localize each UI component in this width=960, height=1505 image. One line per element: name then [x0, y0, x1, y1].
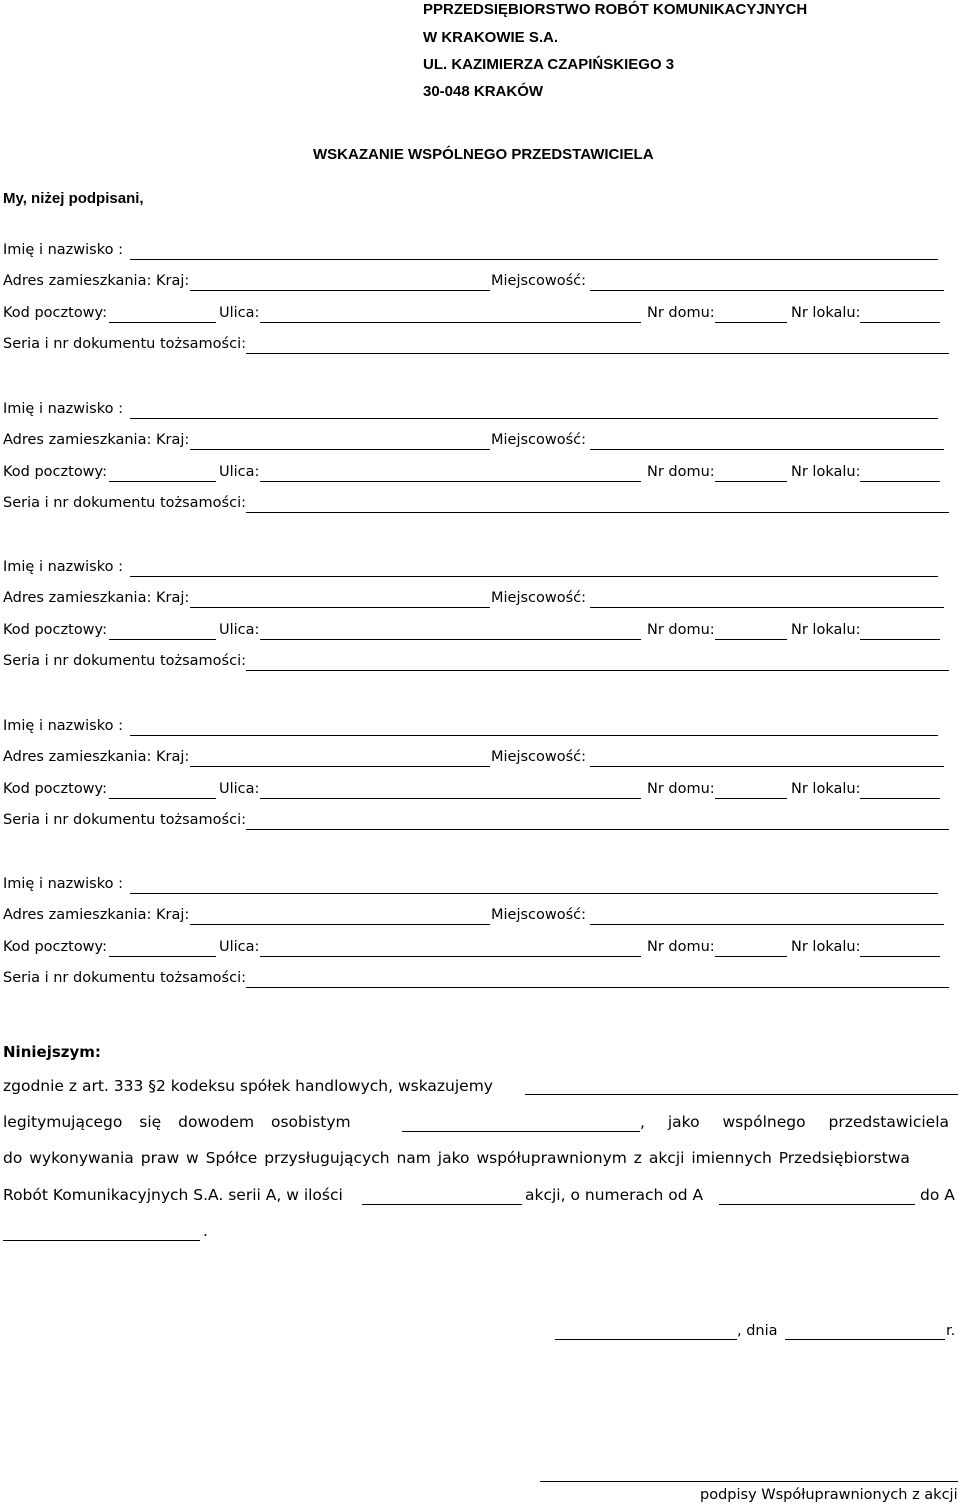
- share-number-from-field[interactable]: [719, 1204, 915, 1205]
- flat-number-field[interactable]: [860, 481, 940, 482]
- house-number-field[interactable]: [715, 481, 787, 482]
- id-card-number-field[interactable]: [402, 1131, 640, 1132]
- date-field[interactable]: [785, 1339, 945, 1340]
- intro-text: My, niżej podpisani,: [3, 190, 144, 207]
- postal-code-field[interactable]: [109, 639, 216, 640]
- street-field[interactable]: [260, 639, 641, 640]
- declaration-line1: zgodnie z art. 333 §2 kodeksu spółek handlowych, wskazujemy: [3, 1077, 493, 1095]
- country-label: Kraj:: [156, 432, 190, 448]
- company-name-line2: W KRAKOWIE S.A.: [423, 29, 558, 46]
- flat-number-field[interactable]: [860, 639, 940, 640]
- house-number-field[interactable]: [715, 322, 787, 323]
- declaration-line4b: akcji, o numerach od A: [525, 1186, 704, 1204]
- id-document-label: Seria i nr dokumentu tożsamości:: [3, 812, 246, 828]
- postal-code-label: Kod pocztowy:: [3, 622, 107, 638]
- declaration-line2a: legitymującego się dowodem osobistym: [3, 1113, 351, 1131]
- house-number-label: Nr domu:: [647, 622, 715, 638]
- company-city: 30-048 KRAKÓW: [423, 83, 544, 100]
- country-label: Kraj:: [156, 749, 190, 765]
- declaration-heading: Niniejszym:: [3, 1043, 101, 1061]
- declaration-line3: do wykonywania praw w Spółce przysługujących nam jako współuprawnionym z akcji imiennych Przedsiębiorstwa: [3, 1149, 910, 1167]
- street-field[interactable]: [260, 956, 641, 957]
- country-label: Kraj:: [156, 273, 190, 289]
- signatures-label: podpisy Współuprawnionych z akcji: [700, 1487, 958, 1503]
- city-label: Miejscowość:: [491, 590, 587, 606]
- flat-number-field[interactable]: [860, 322, 940, 323]
- id-document-field[interactable]: [246, 670, 949, 671]
- id-document-field[interactable]: [246, 829, 949, 830]
- country-field[interactable]: [190, 290, 490, 291]
- street-label: Ulica:: [219, 939, 260, 955]
- date-r-label: r.: [946, 1323, 956, 1339]
- city-field[interactable]: [590, 607, 944, 608]
- name-field[interactable]: [130, 418, 938, 419]
- name-field[interactable]: [130, 259, 938, 260]
- country-label: Kraj:: [156, 907, 190, 923]
- flat-number-label: Nr lokalu:: [791, 622, 861, 638]
- street-field[interactable]: [260, 798, 641, 799]
- id-document-field[interactable]: [246, 987, 949, 988]
- document-title: WSKAZANIE WSPÓLNEGO PRZEDSTAWICIELA: [313, 146, 654, 163]
- name-field[interactable]: [130, 893, 938, 894]
- street-label: Ulica:: [219, 464, 260, 480]
- date-dnia-label: , dnia: [737, 1323, 778, 1339]
- country-field[interactable]: [190, 924, 490, 925]
- house-number-label: Nr domu:: [647, 464, 715, 480]
- address-label: Adres zamieszkania:: [3, 590, 152, 606]
- signatures-field[interactable]: [540, 1481, 958, 1482]
- city-label: Miejscowość:: [491, 273, 587, 289]
- postal-code-field[interactable]: [109, 798, 216, 799]
- flat-number-label: Nr lokalu:: [791, 464, 861, 480]
- street-label: Ulica:: [219, 781, 260, 797]
- house-number-field[interactable]: [715, 956, 787, 957]
- name-label: Imię i nazwisko :: [3, 559, 123, 575]
- name-label: Imię i nazwisko :: [3, 401, 123, 417]
- id-document-field[interactable]: [246, 353, 949, 354]
- name-label: Imię i nazwisko :: [3, 242, 123, 258]
- name-label: Imię i nazwisko :: [3, 718, 123, 734]
- declaration-line2b: , jako wspólnego przedstawiciela: [640, 1113, 950, 1131]
- house-number-field[interactable]: [715, 798, 787, 799]
- postal-code-label: Kod pocztowy:: [3, 781, 107, 797]
- company-street: UL. KAZIMIERZA CZAPIŃSKIEGO 3: [423, 56, 675, 73]
- id-document-label: Seria i nr dokumentu tożsamości:: [3, 970, 246, 986]
- postal-code-field[interactable]: [109, 322, 216, 323]
- declaration-line5-end: .: [203, 1222, 208, 1240]
- id-document-label: Seria i nr dokumentu tożsamości:: [3, 653, 246, 669]
- declaration-line4a: Robót Komunikacyjnych S.A. serii A, w ilości: [3, 1186, 343, 1204]
- representative-name-field[interactable]: [525, 1094, 958, 1095]
- house-number-field[interactable]: [715, 639, 787, 640]
- address-label: Adres zamieszkania:: [3, 432, 152, 448]
- house-number-label: Nr domu:: [647, 939, 715, 955]
- address-label: Adres zamieszkania:: [3, 273, 152, 289]
- city-label: Miejscowość:: [491, 907, 587, 923]
- flat-number-label: Nr lokalu:: [791, 305, 861, 321]
- flat-number-label: Nr lokalu:: [791, 781, 861, 797]
- country-field[interactable]: [190, 607, 490, 608]
- city-field[interactable]: [590, 924, 944, 925]
- share-number-to-field[interactable]: [3, 1240, 200, 1241]
- name-field[interactable]: [130, 576, 938, 577]
- share-count-field[interactable]: [362, 1204, 522, 1205]
- street-label: Ulica:: [219, 305, 260, 321]
- country-field[interactable]: [190, 766, 490, 767]
- declaration-line4c: do A: [920, 1186, 955, 1204]
- country-label: Kraj:: [156, 590, 190, 606]
- id-document-label: Seria i nr dokumentu tożsamości:: [3, 495, 246, 511]
- city-label: Miejscowość:: [491, 749, 587, 765]
- flat-number-field[interactable]: [860, 956, 940, 957]
- address-label: Adres zamieszkania:: [3, 907, 152, 923]
- postal-code-label: Kod pocztowy:: [3, 305, 107, 321]
- city-field[interactable]: [590, 449, 944, 450]
- name-label: Imię i nazwisko :: [3, 876, 123, 892]
- street-field[interactable]: [260, 481, 641, 482]
- address-label: Adres zamieszkania:: [3, 749, 152, 765]
- name-field[interactable]: [130, 735, 938, 736]
- postal-code-label: Kod pocztowy:: [3, 939, 107, 955]
- flat-number-label: Nr lokalu:: [791, 939, 861, 955]
- flat-number-field[interactable]: [860, 798, 940, 799]
- postal-code-label: Kod pocztowy:: [3, 464, 107, 480]
- city-field[interactable]: [590, 290, 944, 291]
- house-number-label: Nr domu:: [647, 305, 715, 321]
- postal-code-field[interactable]: [109, 956, 216, 957]
- city-field[interactable]: [590, 766, 944, 767]
- id-document-field[interactable]: [246, 512, 949, 513]
- country-field[interactable]: [190, 449, 490, 450]
- place-field[interactable]: [555, 1339, 737, 1340]
- street-field[interactable]: [260, 322, 641, 323]
- id-document-label: Seria i nr dokumentu tożsamości:: [3, 336, 246, 352]
- company-name-line1: PPRZEDSIĘBIORSTWO ROBÓT KOMUNIKACYJNYCH: [423, 1, 808, 18]
- house-number-label: Nr domu:: [647, 781, 715, 797]
- street-label: Ulica:: [219, 622, 260, 638]
- postal-code-field[interactable]: [109, 481, 216, 482]
- city-label: Miejscowość:: [491, 432, 587, 448]
